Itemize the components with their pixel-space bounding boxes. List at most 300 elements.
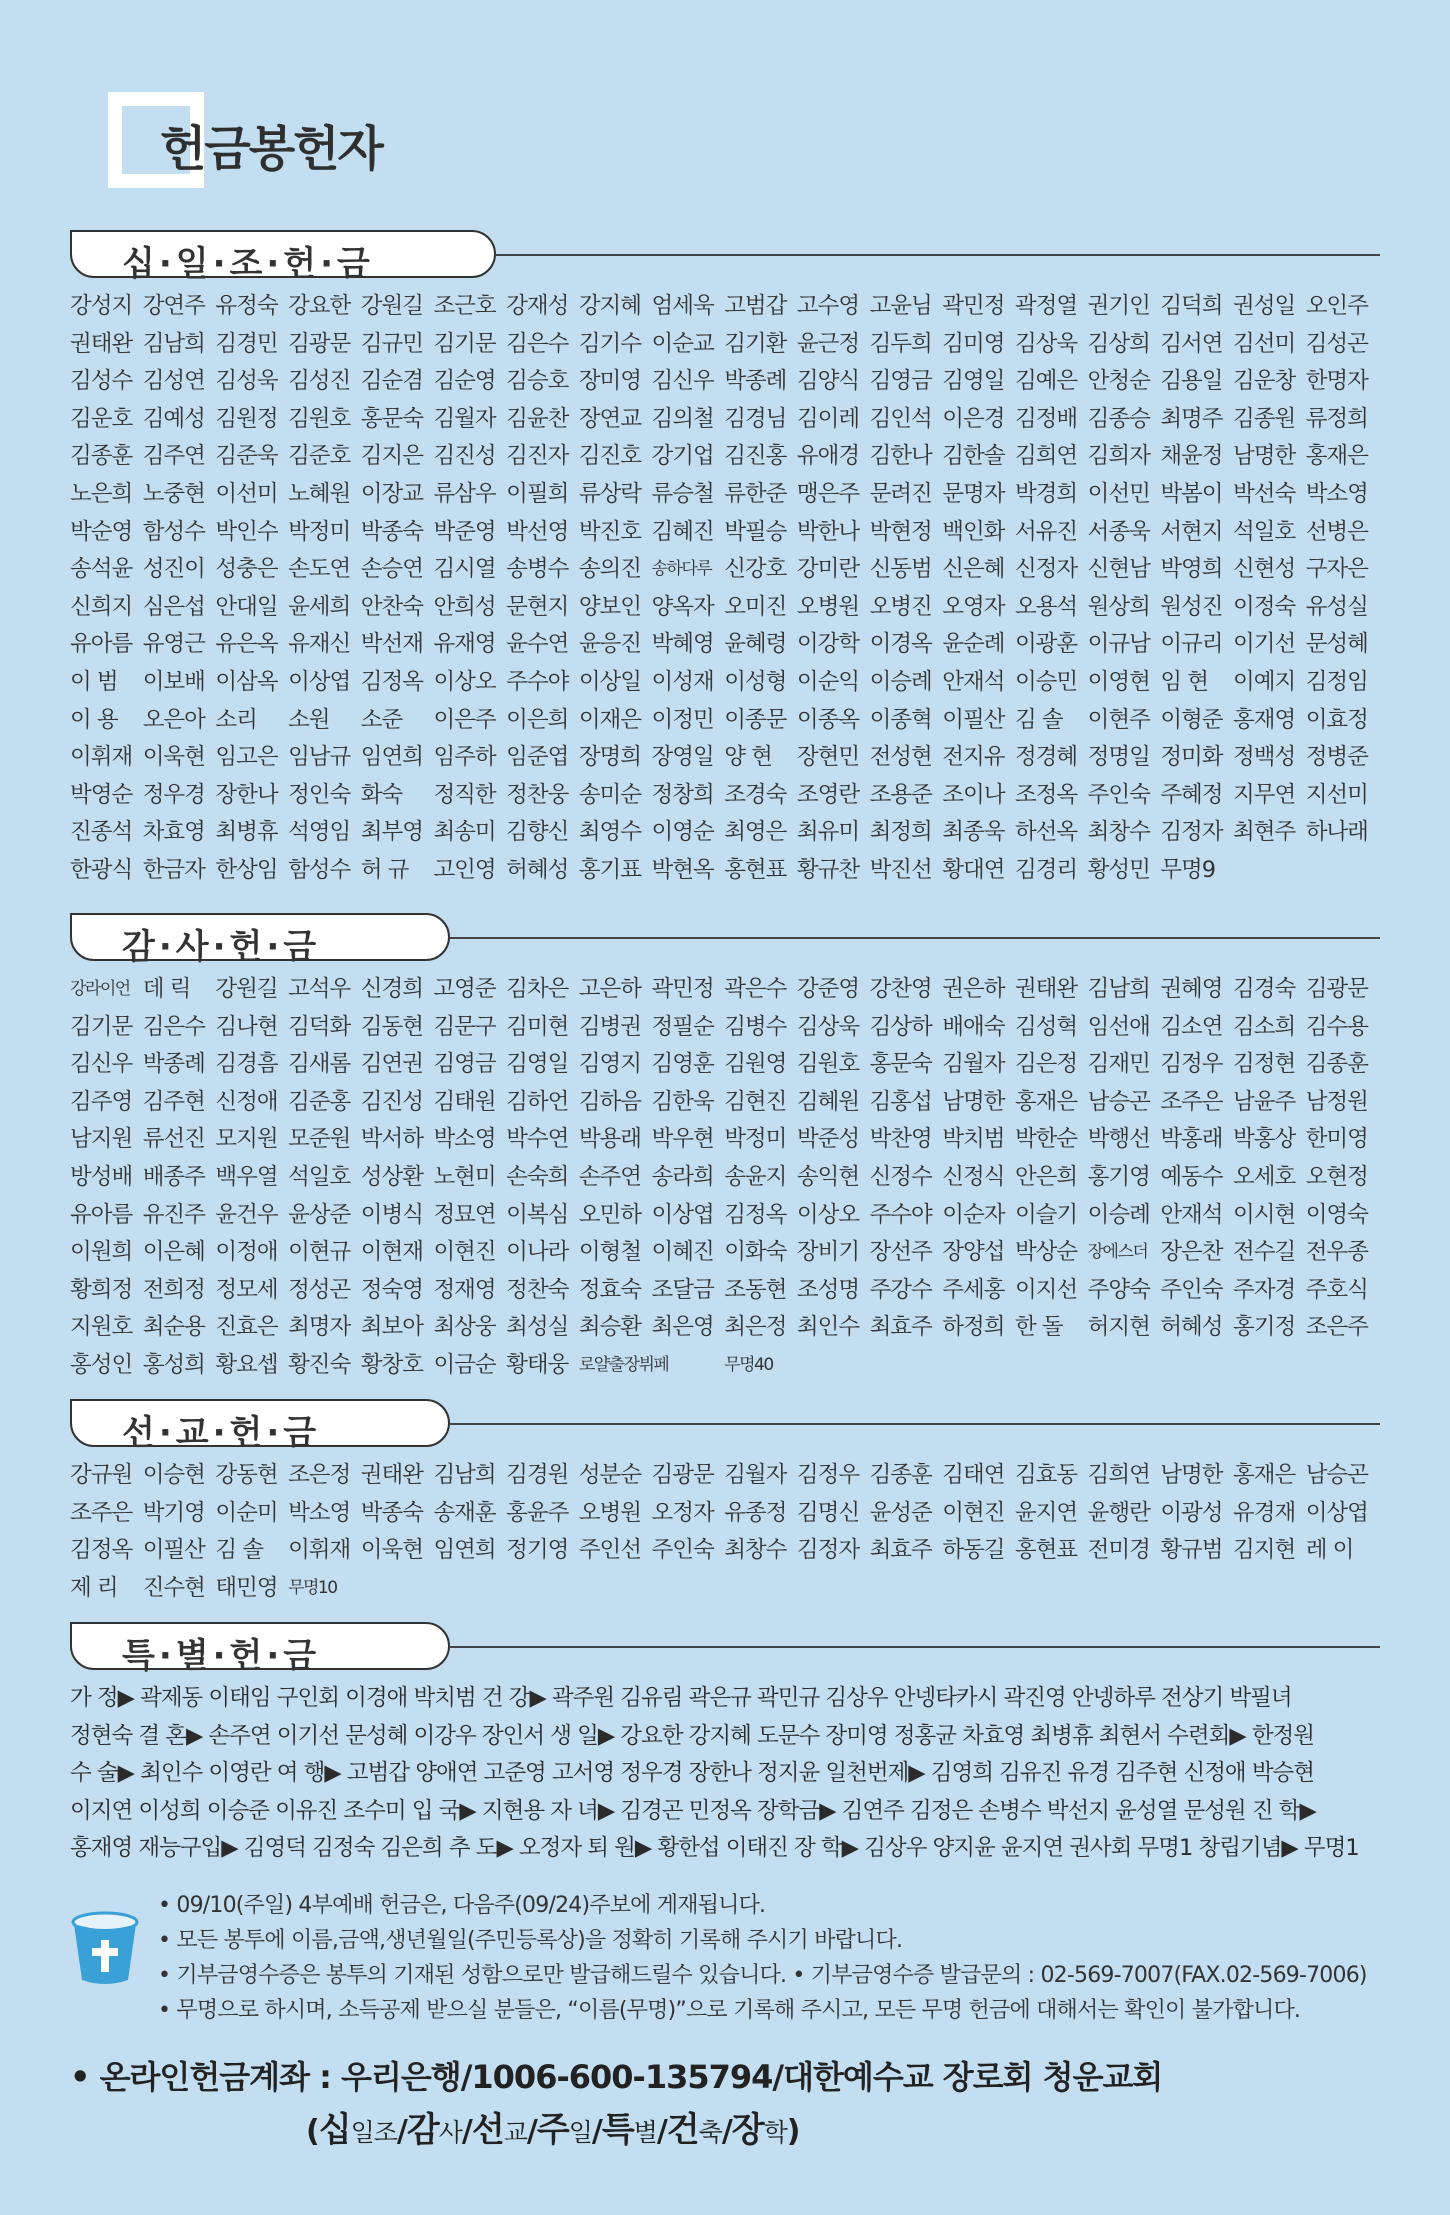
- donor-name: 김원호: [796, 1051, 860, 1078]
- donor-name: 장미영: [578, 368, 642, 395]
- donor-name: 김성곤: [1305, 330, 1368, 357]
- donor-name: 임고은: [215, 744, 278, 771]
- donor-name: 이은주: [433, 706, 496, 733]
- donor-name: 이시현: [1233, 1201, 1296, 1228]
- donor-name: 오병원: [578, 1499, 642, 1526]
- donor-name: 오민하: [578, 1201, 642, 1228]
- donor-name: 정묘연: [433, 1201, 496, 1228]
- donor-name: 맹은주: [796, 480, 860, 507]
- donor-name: 함성수: [142, 518, 205, 545]
- donor-name: 지원호: [70, 1314, 133, 1341]
- donor-name: 양옥자: [651, 593, 714, 620]
- donor-name: 이광성: [1160, 1499, 1223, 1526]
- donor-name: 최유미: [796, 819, 860, 846]
- donor-name: 황희정: [70, 1276, 133, 1303]
- donor-name: 홍윤주: [506, 1499, 569, 1526]
- donor-name: 최부영: [360, 819, 423, 846]
- donor-name: 고은하: [578, 976, 642, 1002]
- donor-name: 이기선: [1233, 631, 1296, 658]
- donor-name: 최병휴: [215, 819, 278, 846]
- donor-name: 주자경: [1233, 1276, 1296, 1303]
- donor-name: 이순자: [942, 1201, 1005, 1228]
- donor-name: 신은혜: [942, 556, 1005, 583]
- donor-name: 강찬영: [869, 976, 932, 1002]
- donor-name: 김 솔: [1014, 706, 1063, 733]
- donor-name: 김준욱: [215, 443, 278, 470]
- donor-name: 이상오: [433, 668, 496, 695]
- donor-name: 강준영: [796, 976, 860, 1002]
- donor-name: 유애경: [796, 443, 860, 470]
- donor-name: 송익현: [796, 1163, 860, 1190]
- donor-name: 문성혜: [1305, 631, 1368, 658]
- donor-name: 김신우: [651, 368, 714, 395]
- donor-name: 이선미: [215, 480, 278, 507]
- donor-name: 이나라: [506, 1239, 569, 1266]
- donor-name: 김홍섭: [869, 1088, 932, 1115]
- donor-name: 김의철: [651, 405, 714, 432]
- donor-name: 이영현: [1087, 668, 1150, 695]
- donor-name: 김혜원: [796, 1088, 860, 1115]
- donor-name: 이승현: [142, 1462, 205, 1488]
- donor-name: 김기수: [578, 330, 642, 357]
- donor-name: 김주영: [70, 1088, 133, 1115]
- donor-name: 최종욱: [942, 819, 1005, 846]
- donor-name: 신정식: [942, 1163, 1005, 1190]
- donor-name: [652, 1347, 725, 1385]
- donor-name: 유재영: [433, 631, 496, 658]
- donor-name: 원상희: [1087, 593, 1150, 620]
- donor-name: 김신우: [70, 1051, 133, 1078]
- donor-name: 김광문: [288, 330, 351, 357]
- donor-name: 채윤정: [1160, 443, 1223, 470]
- donor-name: 김월자: [942, 1051, 1005, 1078]
- donor-name: 이상엽: [651, 1201, 714, 1228]
- donor-name: 예동수: [1160, 1163, 1223, 1190]
- donor-name: 김종원: [1233, 405, 1296, 432]
- donor-name: 김정임: [1305, 668, 1368, 695]
- donor-name: 석영임: [288, 819, 351, 846]
- donor-name: 홍성인: [70, 1351, 133, 1378]
- donor-name: 이순교: [651, 330, 714, 357]
- donor-name: 박소영: [1305, 480, 1368, 507]
- donor-name: 이종혁: [869, 706, 932, 733]
- donor-name: 박종숙: [360, 518, 423, 545]
- donor-name: 유영근: [142, 631, 205, 658]
- donor-name: 석일호: [1233, 518, 1296, 545]
- donor-name: 김미현: [506, 1013, 569, 1040]
- donor-name: 황규찬: [796, 856, 860, 883]
- donor-name: 이현진: [942, 1499, 1005, 1526]
- donor-name: 이현주: [1087, 706, 1150, 733]
- donor-name: 박현정: [869, 518, 932, 545]
- donor-name: 이강학: [796, 631, 860, 658]
- donor-name: 엄세욱: [651, 293, 714, 319]
- donor-name: 김상욱: [1014, 330, 1078, 357]
- donor-name: 오인주: [1305, 293, 1368, 319]
- donor-name: 조성명: [796, 1276, 860, 1303]
- donor-name: 백인화: [942, 518, 1005, 545]
- donor-name: 김경숙: [1233, 976, 1296, 1002]
- donor-name: 김태원: [433, 1088, 496, 1115]
- donor-name: 송재훈: [433, 1499, 496, 1526]
- donor-name: 이정숙: [1233, 593, 1296, 620]
- offering-type-rest: 일: [568, 2118, 592, 2147]
- donor-name: 김정옥: [70, 1537, 133, 1564]
- donor-name: 허 규: [360, 856, 409, 883]
- offering-type-initial: 주: [536, 2110, 569, 2150]
- donor-name: 이필산: [942, 706, 1005, 733]
- donor-name: 이 범: [70, 668, 118, 695]
- donor-name: 장은찬: [1160, 1239, 1223, 1266]
- donor-name: 양보인: [578, 593, 642, 620]
- donor-name: 남지원: [70, 1126, 133, 1153]
- donor-name: 오용석: [1014, 593, 1078, 620]
- donor-name: 윤근정: [796, 330, 860, 357]
- donor-name: 홍재영: [1233, 706, 1296, 733]
- donor-name: 윤응진: [578, 631, 642, 658]
- donor-name: 김정옥: [360, 668, 423, 695]
- donor-name: 고윤님: [869, 293, 932, 319]
- donor-name: 곽민정: [651, 976, 714, 1002]
- donor-name: 김기문: [433, 330, 496, 357]
- donor-name: 박치범: [942, 1126, 1005, 1153]
- donor-name: 제 리: [70, 1574, 118, 1601]
- donor-name: 이승례: [1087, 1201, 1150, 1228]
- donor-name: 소원: [288, 706, 330, 733]
- donor-name: 손주연: [578, 1163, 642, 1190]
- name-list: [70, 288, 1380, 890]
- donor-name: 신희지: [70, 593, 133, 620]
- donor-name: 김시열: [433, 556, 496, 583]
- donor-name: 태민영: [215, 1574, 278, 1601]
- section-header: [70, 230, 1380, 282]
- donor-name: 노혜원: [288, 480, 351, 507]
- donor-name: 최성실: [506, 1314, 569, 1341]
- donor-name: 남윤주: [1233, 1088, 1296, 1115]
- donor-name: 안은희: [1014, 1163, 1078, 1190]
- donor-name: 소리: [215, 706, 257, 733]
- donor-name: 윤세희: [288, 593, 351, 620]
- donor-name: 홍기정: [1233, 1314, 1296, 1341]
- donor-name: 주강수: [869, 1276, 932, 1303]
- donor-name: 전미경: [1087, 1537, 1150, 1564]
- donor-name: 권태완: [360, 1462, 423, 1488]
- donor-name: 고인영: [433, 856, 496, 883]
- donor-name: 차효영: [142, 819, 205, 846]
- section-divider: [450, 1423, 1380, 1425]
- donor-name: 윤건우: [215, 1201, 278, 1228]
- donor-name: 조용준: [869, 781, 932, 808]
- donor-name: 이승례: [869, 668, 932, 695]
- donor-name: 윤혜령: [724, 631, 787, 658]
- donor-name: 곽은수: [724, 976, 787, 1002]
- donor-name: 정성곤: [288, 1276, 351, 1303]
- donor-name: 안찬숙: [360, 593, 423, 620]
- donor-name: 김두희: [869, 330, 932, 357]
- donor-name: 오현정: [1305, 1163, 1368, 1190]
- donor-name: 석일호: [288, 1163, 351, 1190]
- donor-name: 박선영: [506, 518, 569, 545]
- donor-name: 김소연: [1160, 1013, 1223, 1040]
- donor-name: 무명9: [1160, 856, 1216, 883]
- donor-name: 김성욱: [215, 368, 278, 395]
- donor-name: 박영희: [1160, 556, 1223, 583]
- donor-name: 김차은: [506, 976, 569, 1002]
- section-header: [70, 1622, 1380, 1674]
- donor-name: 박기영: [142, 1499, 205, 1526]
- donor-name: 이영숙: [1305, 1201, 1368, 1228]
- donor-name: 김진성: [360, 1088, 423, 1115]
- donor-name: 송미순: [578, 781, 642, 808]
- donor-name: 김정현: [1233, 1051, 1296, 1078]
- donor-name: 김현진: [724, 1088, 787, 1115]
- donor-name: 최창수: [1087, 819, 1150, 846]
- donor-name: 박준성: [796, 1126, 860, 1153]
- donor-name: 최송미: [433, 819, 496, 846]
- donor-name: 김정자: [1160, 819, 1223, 846]
- donor-name: 김예은: [1014, 368, 1078, 395]
- donor-name: 안재석: [1160, 1201, 1223, 1228]
- donor-name: 김나현: [215, 1013, 278, 1040]
- donor-name: 김한욱: [651, 1088, 714, 1115]
- donor-name: 정미화: [1160, 744, 1223, 771]
- donor-name: 홍재은: [1014, 1088, 1078, 1115]
- donor-name: 신현성: [1233, 556, 1296, 583]
- donor-name: 이필산: [142, 1537, 205, 1564]
- donor-name: 김영일: [942, 368, 1005, 395]
- section-title: 감·사·헌·금: [122, 927, 321, 967]
- donor-name: 주호식: [1305, 1276, 1368, 1303]
- donor-name: 이재은: [578, 706, 642, 733]
- donor-name: 이성형: [724, 668, 787, 695]
- donor-name: 조경숙: [724, 781, 787, 808]
- donor-name: 장비기: [796, 1239, 860, 1266]
- donor-name: 홍현표: [724, 856, 787, 883]
- donor-name: 장연교: [578, 405, 642, 432]
- donor-name: 김한솔: [942, 443, 1005, 470]
- donor-name: 권혜영: [1160, 976, 1223, 1002]
- donor-name: 박선숙: [1233, 480, 1296, 507]
- donor-name: 윤수연: [506, 631, 569, 658]
- donor-name: 홍기표: [578, 856, 642, 883]
- donor-name: 정재영: [433, 1276, 496, 1303]
- donor-name: 남명한: [1160, 1462, 1223, 1488]
- donor-name: 황태웅: [506, 1351, 569, 1378]
- donor-name: 황대연: [942, 856, 1005, 883]
- donor-name: 이형철: [578, 1239, 642, 1266]
- donor-name: 오미진: [724, 593, 787, 620]
- donor-name: 장에스더: [1087, 1242, 1148, 1263]
- special-lines: [70, 1680, 1380, 1868]
- offering-jar-icon: [70, 1910, 140, 1986]
- donor-name: 노은희: [70, 480, 133, 507]
- donor-name: 강요한: [288, 293, 351, 319]
- donor-name: 정모세: [215, 1276, 278, 1303]
- donor-name: 주세홍: [942, 1276, 1005, 1303]
- donor-name: 류상락: [578, 480, 642, 507]
- donor-name: 황요셉: [215, 1351, 278, 1378]
- donor-name: 유재신: [288, 631, 351, 658]
- donor-name: 김원정: [215, 405, 278, 432]
- donor-name: 이종옥: [796, 706, 860, 733]
- tithe-section: [70, 230, 1380, 890]
- page-header: [108, 92, 608, 192]
- donor-name: 이규남: [1087, 631, 1150, 658]
- donor-name: 오병진: [869, 593, 932, 620]
- donor-name: 이혜진: [651, 1239, 714, 1266]
- donor-name: 손숙희: [506, 1163, 569, 1190]
- donor-name: 김경리: [1014, 856, 1078, 883]
- donor-name: 조동현: [724, 1276, 787, 1303]
- donor-name: 강라이언: [70, 979, 130, 999]
- section-title: 십·일·조·헌·금: [122, 244, 374, 284]
- donor-name: 장한나: [215, 781, 278, 808]
- donor-name: 이상엽: [288, 668, 351, 695]
- donor-name: 김운창: [1233, 368, 1296, 395]
- donor-name: 이병식: [360, 1201, 423, 1228]
- donor-name: 유종정: [724, 1499, 787, 1526]
- donor-name: 임연희: [360, 744, 423, 771]
- donor-name: 정백성: [1233, 744, 1296, 771]
- offering-type-initial: 감: [406, 2110, 439, 2150]
- donor-name: 장명희: [578, 744, 642, 771]
- donor-name: 권태완: [1014, 976, 1078, 1002]
- donor-name: 김종훈: [1305, 1051, 1368, 1078]
- donor-name: 김월자: [433, 405, 496, 432]
- donor-name: 김희자: [1087, 443, 1150, 470]
- donor-name: 김종훈: [70, 443, 133, 470]
- donor-name: 임연희: [433, 1537, 496, 1564]
- donor-name: 무명40: [724, 1354, 773, 1375]
- donor-name: 문명자: [942, 480, 1005, 507]
- donor-name: 한광식: [70, 856, 133, 883]
- donor-name: 김정우: [796, 1462, 860, 1488]
- donor-name: 김경흠: [215, 1051, 278, 1078]
- donor-name: 김성혁: [1014, 1013, 1078, 1040]
- donor-name: 김상희: [1087, 330, 1150, 357]
- donor-name: 최명주: [1160, 405, 1223, 432]
- donor-name: 진수현: [142, 1574, 205, 1601]
- donor-name: 김승호: [506, 368, 569, 395]
- donor-name: 조달금: [651, 1276, 714, 1303]
- donor-name: 김규민: [360, 330, 423, 357]
- donor-name: 박정미: [288, 518, 351, 545]
- donor-name: 김성수: [70, 368, 133, 395]
- donor-name: 전희정: [142, 1276, 205, 1303]
- donor-name: 손승연: [360, 556, 423, 583]
- donor-name: 윤상준: [288, 1201, 351, 1228]
- donor-name: 성상환: [360, 1163, 423, 1190]
- donor-name: 송윤지: [724, 1163, 787, 1190]
- donor-name: 정찬숙: [506, 1276, 569, 1303]
- donor-name: 조영란: [796, 781, 860, 808]
- donor-name: 유경재: [1233, 1499, 1296, 1526]
- page-title: 헌금봉헌자: [160, 121, 382, 177]
- special-section: [70, 1622, 1380, 1868]
- donor-name: 무명10: [288, 1577, 337, 1598]
- special-line: 수 술▶ 최인수 이영란 여 행▶ 고범갑 양애연 고준영 고서영 정우경 장한나 정지윤 일천번제▶ 김영희 김유진 유경 김주현 신정애 박승현: [70, 1760, 1315, 1787]
- donor-name: 허지현: [1087, 1314, 1150, 1341]
- donor-name: 장선주: [869, 1239, 932, 1266]
- donor-name: 윤성준: [869, 1499, 932, 1526]
- donor-name: 장양섭: [942, 1239, 1005, 1266]
- donor-name: 주혜정: [1160, 781, 1223, 808]
- donor-name: 박순영: [70, 518, 133, 545]
- donor-name: 김성진: [288, 368, 351, 395]
- donor-name: 김지현: [1233, 1537, 1296, 1564]
- donor-name: 하나래: [1305, 819, 1368, 846]
- donor-name: 김운호: [70, 405, 133, 432]
- donor-name: 강원길: [360, 293, 423, 319]
- donor-name: 임선애: [1087, 1013, 1150, 1040]
- donor-name: 김선미: [1233, 330, 1296, 357]
- donor-name: 박종례: [724, 368, 787, 395]
- donor-name: 유성실: [1305, 593, 1368, 620]
- donor-name: 김용일: [1160, 368, 1223, 395]
- donor-name: 이휘재: [288, 1537, 351, 1564]
- donor-name: 오세호: [1233, 1163, 1296, 1190]
- donor-name: 이성재: [651, 668, 714, 695]
- donor-name: 정직한: [433, 781, 496, 808]
- donor-name: 강재성: [506, 293, 569, 319]
- donor-name: 이 용: [70, 706, 118, 733]
- donor-name: 주수야: [869, 1201, 932, 1228]
- donor-name: 홍문숙: [360, 405, 423, 432]
- donor-name: 김은수: [506, 330, 569, 357]
- donor-name: 유은옥: [215, 631, 278, 658]
- donor-name: 이상일: [578, 668, 642, 695]
- donor-name: 전성현: [869, 744, 932, 771]
- donor-name: 레 이: [1305, 1537, 1354, 1564]
- donor-name: 임남규: [288, 744, 351, 771]
- donor-name: 김윤찬: [506, 405, 569, 432]
- donor-name: 이현규: [288, 1239, 351, 1266]
- donor-name: 윤지연: [1014, 1499, 1078, 1526]
- section-divider: [496, 254, 1380, 256]
- donor-name: 성진이: [142, 556, 205, 583]
- offering-type-initial: 특: [601, 2110, 634, 2150]
- donor-name: 전수길: [1233, 1239, 1296, 1266]
- donor-name: 김정자: [796, 1537, 860, 1564]
- donor-name: 김기환: [724, 330, 787, 357]
- donor-name: 주인숙: [1160, 1276, 1223, 1303]
- donor-name: 임 현: [1160, 668, 1208, 695]
- donor-name: 김하언: [506, 1088, 569, 1115]
- offering-type-initial: 건: [666, 2110, 699, 2150]
- donor-name: 오병원: [796, 593, 860, 620]
- donor-name: 김정옥: [724, 1201, 787, 1228]
- donor-name: 박정미: [724, 1126, 787, 1153]
- donor-name: 김새롬: [288, 1051, 351, 1078]
- donor-name: 권태완: [70, 330, 133, 357]
- donor-name: 박준영: [433, 518, 496, 545]
- donor-name: 송병수: [506, 556, 569, 583]
- donor-name: 신강호: [724, 556, 787, 583]
- donor-name: 한 돌: [1014, 1314, 1063, 1341]
- donor-name: 이필희: [506, 480, 569, 507]
- donor-name: 이욱현: [142, 744, 205, 771]
- special-line: 이지연 이성희 이승준 이유진 조수미 입 국▶ 지현용 자 녀▶ 김경곤 민정옥 장학금▶ 김연주 김정은 손병수 박선지 윤성열 문성원 진 학▶: [70, 1797, 1316, 1824]
- donor-name: 서현지: [1160, 518, 1223, 545]
- donor-name: 박영순: [70, 781, 133, 808]
- donor-name: 안대일: [215, 593, 278, 620]
- donor-name: 김효동: [1014, 1462, 1078, 1488]
- donor-name: 원성진: [1160, 593, 1223, 620]
- donor-name: 성분순: [578, 1462, 642, 1488]
- thanksgiving-section: [70, 913, 1380, 1385]
- donor-name: 구자은: [1305, 556, 1368, 583]
- donor-name: 김진성: [433, 443, 496, 470]
